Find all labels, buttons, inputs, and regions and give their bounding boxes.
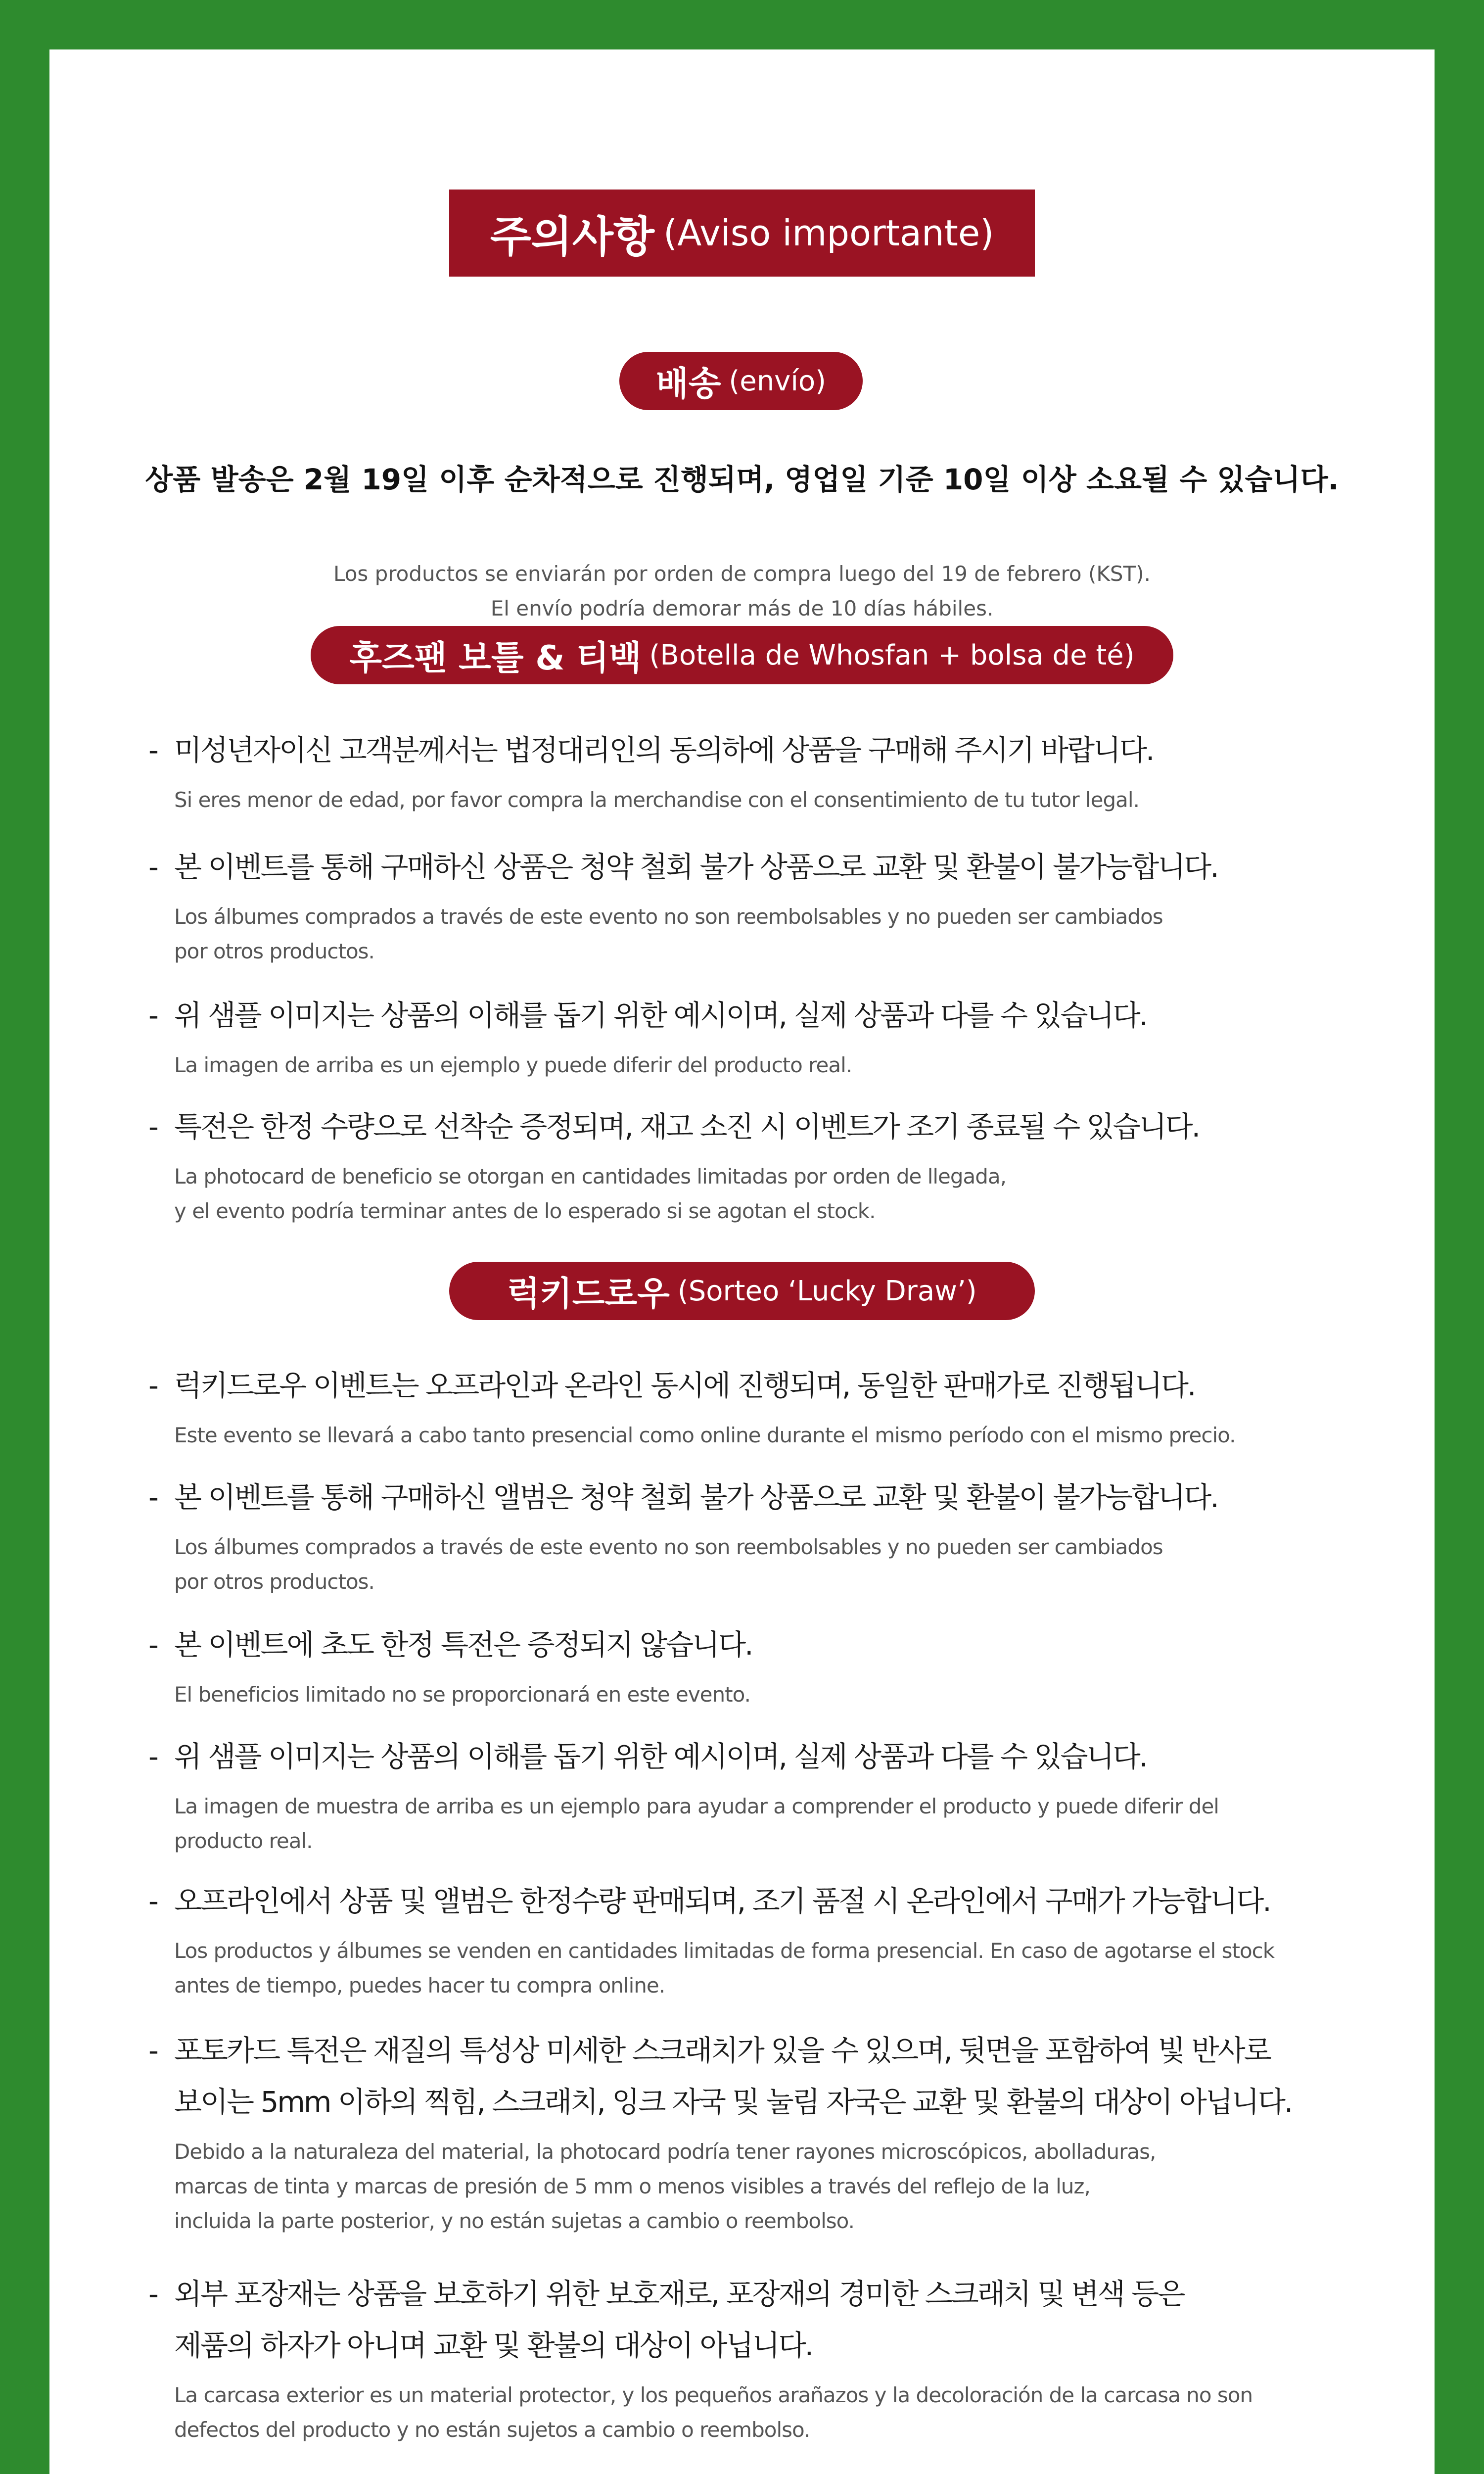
lucky-notice-item: [148, 1875, 1415, 2003]
shipping-notice-spanish: Los productos se enviarán por orden de compra luego del 19 de febrero (KST). El envío podría demorar más de 10 días hábiles.: [333, 562, 1151, 620]
notice-korean: - 포토카드 특전은 재질의 특성상 미세한 스크래치가 있을 수 있으며, 뒷면을 포함하여 빛 반사로 보이는 5mm 이하의 찍힘, 스크래치, 잉크 자국 및 눌림 자국은 교환 및 환불의 대상이 아닙니다.: [148, 2025, 1415, 2128]
notice-spanish: La imagen de muestra de arriba es un ejemplo para ayudar a comprender el producto y puede diferir del producto real.: [174, 1794, 1219, 1853]
lucky-notice-item: [148, 1619, 1415, 1712]
lucky-notice-item: [148, 1472, 1415, 1599]
shipping-notice: 상품 발송은 2월 19일 이후 순차적으로 진행되며, 영업일 기준 10일 이상 소요될 수 있습니다.: [145, 463, 1339, 496]
notice-korean: - 오프라인에서 상품 및 앨범은 한정수량 판매되며, 조기 품절 시 온라인에서 구매가 가능합니다.: [148, 1875, 1415, 1927]
notice-korean: - 외부 포장재는 상품을 보호하기 위한 보호재로, 포장재의 경미한 스크래치 및 변색 등은 제품의 하자가 아니며 교환 및 환불의 대상이 아닙니다.: [148, 2268, 1415, 2371]
notice-spanish: La imagen de arriba es un ejemplo y puede diferir del producto real.: [174, 1053, 852, 1077]
notice-korean: - 본 이벤트를 통해 구매하신 상품은 청약 철회 불가 상품으로 교환 및 환불이 불가능합니다.: [148, 841, 1415, 893]
notice-panel: [49, 49, 1435, 2474]
notice-spanish: Los álbumes comprados a través de este evento no son reembolsables y no pueden ser cambiados por otros productos.: [174, 904, 1163, 963]
notice-spanish: La photocard de beneficio se otorgan en cantidades limitadas por orden de llegada, y el evento podría terminar antes de lo esperado si se agotan el stock.: [174, 1164, 1007, 1223]
notice-spanish: La carcasa exterior es un material protector, y los pequeños arañazos y la decoloración de la carcasa no son defectos del producto y no están sujetos a cambio o reembolso.: [174, 2383, 1253, 2442]
lucky-heading-spanish: (Sorteo ‘Lucky Draw’): [677, 1275, 977, 1307]
bottle-heading-korean: 후즈팬 보틀 & 티백: [349, 638, 642, 678]
notice-spanish: Los álbumes comprados a través de este evento no son reembolsables y no pueden ser cambiados por otros productos.: [174, 1535, 1163, 1594]
shipping-heading-korean: 배송: [656, 364, 721, 404]
notice-spanish: Este evento se llevará a cabo tanto presencial como online durante el mismo período con el mismo precio.: [174, 1423, 1236, 1447]
bottle-teabag-heading: [311, 626, 1173, 684]
page-title: [449, 190, 1035, 277]
notice-spanish: El beneficios limitado no se proporcionará en este evento.: [174, 1682, 750, 1707]
notice-korean: - 미성년자이신 고객분께서는 법정대리인의 동의하에 상품을 구매해 주시기 바랍니다.: [148, 724, 1415, 776]
lucky-notice-item: [148, 2268, 1415, 2447]
lucky-draw-heading: [449, 1262, 1035, 1320]
lucky-notice-item: [148, 1731, 1415, 1858]
shipping-heading-spanish: (envío): [729, 365, 826, 397]
title-korean: 주의사항: [490, 212, 654, 262]
notice-korean: - 본 이벤트를 통해 구매하신 앨범은 청약 철회 불가 상품으로 교환 및 환불이 불가능합니다.: [148, 1472, 1415, 1523]
notice-spanish: Debido a la naturaleza del material, la photocard podría tener rayones microscópicos, abolladuras, marcas de tinta y marcas de presión de 5 mm o menos visibles a través del reflejo de la luz, incluida la parte posterior, y no están sujetas a cambio o reembolso.: [174, 2140, 1156, 2233]
lucky-heading-korean: 럭키드로우: [507, 1274, 670, 1314]
bottle-notice-item: [148, 724, 1415, 817]
bottle-notice-item: [148, 841, 1415, 969]
notice-korean: - 럭키드로우 이벤트는 오프라인과 온라인 동시에 진행되며, 동일한 판매가로 진행됩니다.: [148, 1360, 1415, 1411]
title-spanish: (Aviso importante): [663, 212, 994, 254]
lucky-notice-item: [148, 1360, 1415, 1453]
notice-spanish: Si eres menor de edad, por favor compra la merchandise con el consentimiento de tu tutor legal.: [174, 788, 1139, 812]
shipping-heading: [619, 352, 863, 410]
notice-korean: - 본 이벤트에 초도 한정 특전은 증정되지 않습니다.: [148, 1619, 1415, 1670]
lucky-notice-item: [148, 2025, 1415, 2238]
notice-korean: - 특전은 한정 수량으로 선착순 증정되며, 재고 소진 시 이벤트가 조기 종료될 수 있습니다.: [148, 1101, 1415, 1152]
bottle-notice-item: [148, 990, 1415, 1083]
notice-korean: - 위 샘플 이미지는 상품의 이해를 돕기 위한 예시이며, 실제 상품과 다를 수 있습니다.: [148, 990, 1415, 1041]
bottle-notice-item: [148, 1101, 1415, 1229]
notice-spanish: Los productos y álbumes se venden en cantidades limitadas de forma presencial. En caso de agotarse el stock antes de tiempo, puedes hacer tu compra online.: [174, 1939, 1275, 1998]
notice-korean: - 위 샘플 이미지는 상품의 이해를 돕기 위한 예시이며, 실제 상품과 다를 수 있습니다.: [148, 1731, 1415, 1782]
bottle-heading-spanish: (Botella de Whosfan + bolsa de té): [649, 639, 1135, 671]
